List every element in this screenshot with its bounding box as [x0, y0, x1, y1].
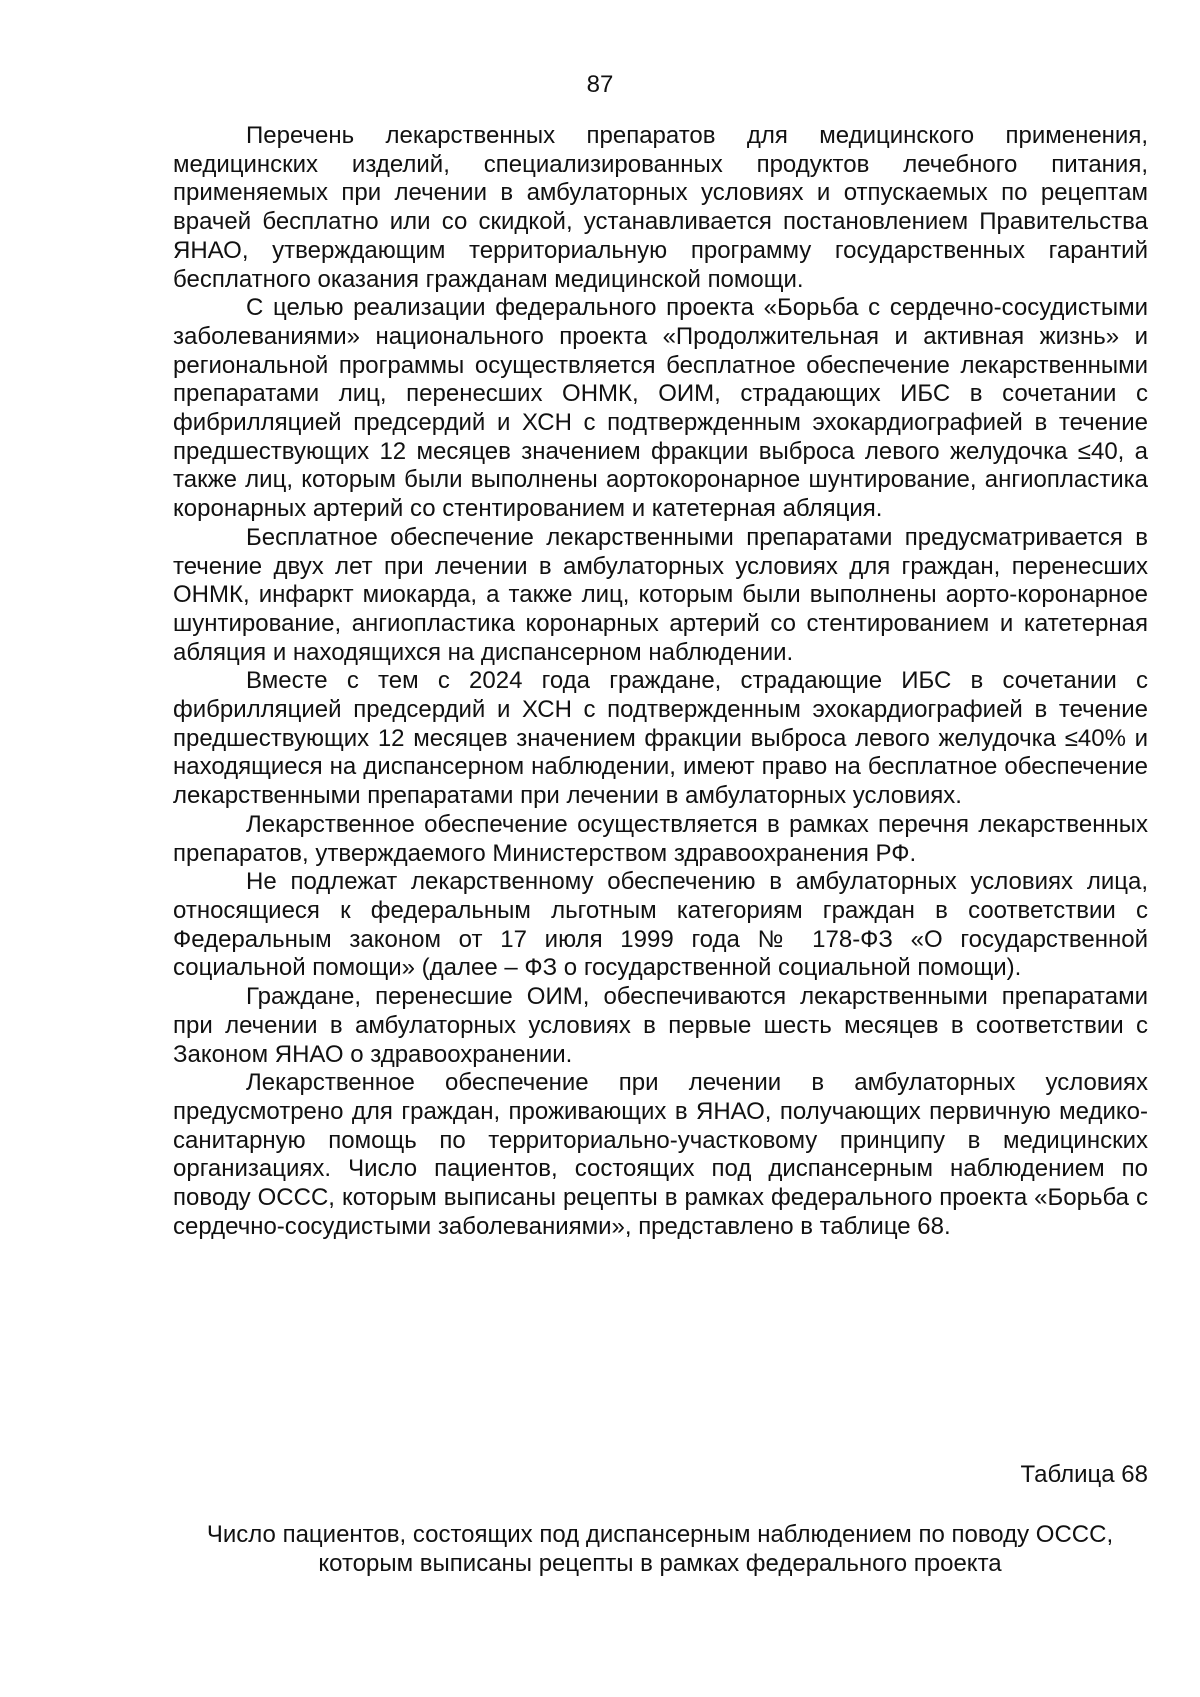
- paragraph-drug-supply-list: Лекарственное обеспечение осуществляется в рамках перечня лекарственных препаратов, утверждаемого Министерством здравоохранения РФ.: [173, 810, 1148, 867]
- paragraph-drug-list: Перечень лекарственных препаратов для медицинского применения, медицинских изделий, специализированных продуктов лечебного питания, применяемых при лечении в амбулаторных условиях и отпускаемых по рецептам врачей бесплатно или со скидкой, устанавливается постановлением Правительства ЯНАО, утверждающим территориальную программу государственных гарантий бесплатного оказания гражданам медицинской помощи.: [173, 122, 1148, 293]
- paragraph-2024-changes: Вместе с тем с 2024 года граждане, страдающие ИБС в сочетании с фибрилляцией предсердий и ХСН с подтвержденным эхокардиографией в течение предшествующих 12 месяцев значением фракции выброса левого желудочка ≤40% и находящиеся на диспансерном наблюдении, имеют право на бесплатное обеспечение лекарственными препаратами при лечении в амбулаторных условиях.: [173, 667, 1148, 810]
- table-label: Таблица 68: [1020, 1461, 1148, 1488]
- paragraph-free-provision: Бесплатное обеспечение лекарственными препаратами предусматривается в течение двух лет при лечении в амбулаторных условиях для граждан, перенесших ОНМК, инфаркт миокарда, а также лиц, которым были выполнены аорто-коронарное шунтирование, ангиопластика коронарных артерий со стентированием и катетерная абляция и находящихся на диспансерном наблюдении.: [173, 523, 1148, 666]
- paragraph-outpatient-provision: Лекарственное обеспечение при лечении в амбулаторных условиях предусмотрено для граждан, проживающих в ЯНАО, получающих первичную медико-санитарную помощь по территориально-участковому принципу в медицинских организациях. Число пациентов, состоящих под диспансерным наблюдением по поводу ОССС, которым выписаны рецепты в рамках федерального проекта «Борьба с сердечно-сосудистыми заболеваниями», представлено в таблице 68.: [173, 1069, 1148, 1240]
- paragraph-oim-patients: Граждане, перенесшие ОИМ, обеспечиваются лекарственными препаратами при лечении в амбулаторных условиях в первые шесть месяцев в соответствии с Законом ЯНАО о здравоохранении.: [173, 983, 1148, 1068]
- page-number: 87: [586, 71, 614, 98]
- paragraph-federal-project: С целью реализации федерального проекта «Борьба с сердечно-сосудистыми заболеваниями» национального проекта «Продолжительная и активная жизнь» и региональной программы осуществляется бесплатное обеспечение лекарственными препаратами лиц, перенесших ОНМК, ОИМ, страдающих ИБС в сочетании с фибрилляцией предсердий и ХСН с подтвержденным эхокардиографией в течение предшествующих 12 месяцев значением фракции выброса левого желудочка ≤40, а также лиц, которым были выполнены аортокоронарное шунтирование, ангиопластика коронарных артерий со стентированием и катетерная абляция.: [173, 294, 1148, 523]
- body-text: [173, 122, 1148, 1241]
- paragraph-exclusions: Не подлежат лекарственному обеспечению в амбулаторных условиях лица, относящиеся к федеральным льготным категориям граждан в соответствии с Федеральным законом от 17 июля 1999 года № 178-ФЗ «О государственной социальной помощи» (далее – ФЗ о государственной социальной помощи).: [173, 868, 1148, 982]
- table-caption: Число пациентов, состоящих под диспансерным наблюдением по поводу ОССС, которым выписаны рецепты в рамках федерального проекта: [206, 1521, 1114, 1577]
